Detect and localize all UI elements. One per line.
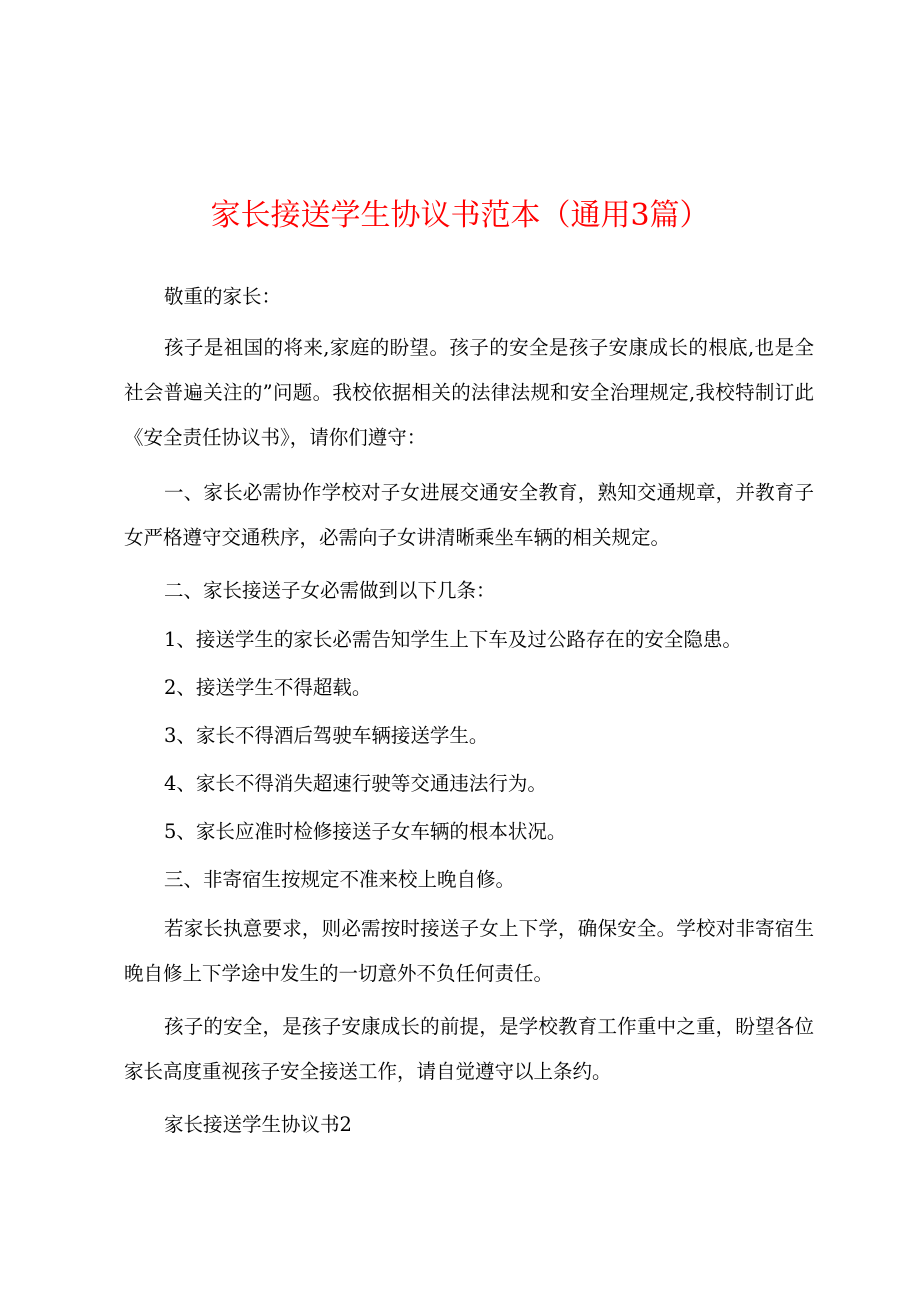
paragraph-request: 若家长执意要求，则必需按时接送子女上下学，确保安全。学校对非寄宿生晚自修上下学途中发生的一切意外不负任何责任。: [124, 917, 814, 985]
section-heading-2: 家长接送学生协议书2: [164, 1113, 352, 1136]
paragraph-rule-2-heading: 二、家长接送子女必需做到以下几条：: [164, 579, 496, 602]
paragraph-closing: 孩子的安全，是孩子安康成长的前提，是学校教育工作重中之重，盼望各位家长高度重视孩子安全接送工作，请自觉遵守以上条约。: [124, 1015, 814, 1083]
list-item-4: 4、家长不得消失超速行驶等交通违法行为。: [164, 772, 547, 795]
paragraph-rule-3: 三、非寄宿生按规定不准来校上晚自修。: [164, 868, 516, 891]
list-item-3: 3、家长不得酒后驾驶车辆接送学生。: [164, 724, 489, 747]
document-title: 家长接送学生协议书范本（通用3篇）: [210, 198, 710, 233]
list-item-1: 1、接送学生的家长必需告知学生上下车及过公路存在的安全隐患。: [164, 628, 742, 651]
list-item-5: 5、家长应准时检修接送子女车辆的根本状况。: [164, 820, 567, 843]
paragraph-intro: 孩子是祖国的将来,家庭的盼望。孩子的安全是孩子安康成长的根底,也是全社会普遍关注的”问题。我校依据相关的法律法规和安全治理规定,我校特制订此《安全责任协议书》，请你们遵守：: [124, 336, 814, 449]
paragraph-rule-1: 一、家长必需协作学校对子女进展交通安全教育，熟知交通规章，并教育子女严格遵守交通秩序，必需向子女讲清晰乘坐车辆的相关规定。: [124, 481, 814, 549]
list-item-2: 2、接送学生不得超载。: [164, 676, 372, 699]
salutation: 敬重的家长：: [164, 285, 282, 308]
